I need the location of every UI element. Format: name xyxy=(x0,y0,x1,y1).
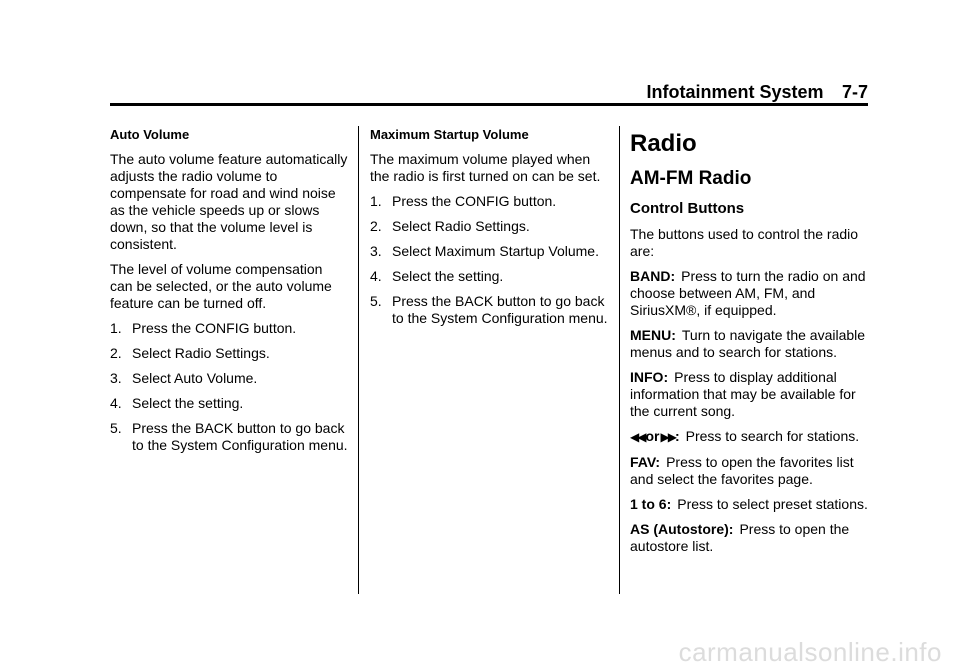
control-buttons-intro: The buttons used to control the radio are: xyxy=(630,226,859,259)
list-item xyxy=(370,243,608,260)
menu-term: MENU: xyxy=(630,327,676,343)
step-number: 5. xyxy=(110,420,122,436)
auto-volume-compensation-text: The level of volume compensation can be selected, or the auto volume feature can be turned off. xyxy=(110,261,332,311)
menu-item xyxy=(630,327,870,361)
watermark: carmanualsonline.info xyxy=(678,637,942,667)
step-text: Select Maximum Startup Volume. xyxy=(392,243,599,259)
step-text: Select Radio Settings. xyxy=(392,218,530,234)
seek-colon: : xyxy=(674,428,680,444)
info-term: INFO: xyxy=(630,369,669,385)
seek-back-icon: ◀◀ xyxy=(630,430,645,444)
column-divider-2 xyxy=(619,126,620,594)
page-header xyxy=(110,82,868,104)
seek-forward-icon: ▶▶ xyxy=(660,430,675,444)
band-item xyxy=(630,268,870,319)
step-number: 5. xyxy=(370,293,382,309)
step-text: Press the BACK button to go back to the System Configuration menu. xyxy=(132,420,348,453)
step-text: Press the CONFIG button. xyxy=(132,320,297,336)
step-number: 2. xyxy=(370,218,382,234)
step-text: Select Radio Settings. xyxy=(132,345,270,361)
step-text: Press the BACK button to go back to the System Configuration menu. xyxy=(392,293,608,326)
step-text: Select Auto Volume. xyxy=(132,370,258,386)
auto-volume-steps xyxy=(110,320,348,454)
column-divider-1 xyxy=(358,126,359,594)
control-buttons-heading: Control Buttons xyxy=(630,200,745,217)
step-text: Press the CONFIG button. xyxy=(392,193,557,209)
step-number: 2. xyxy=(110,345,122,361)
auto-volume-heading: Auto Volume xyxy=(110,127,190,142)
max-startup-volume-description: The maximum volume played when the radio is first turned on can be set. xyxy=(370,151,601,184)
step-number: 1. xyxy=(110,320,122,336)
info-item xyxy=(630,369,870,420)
list-item xyxy=(110,320,348,337)
column-max-startup-volume xyxy=(370,126,608,335)
header-divider xyxy=(110,103,868,106)
band-term: BAND: xyxy=(630,268,676,284)
max-startup-volume-heading: Maximum Startup Volume xyxy=(370,127,529,142)
radio-heading: Radio xyxy=(630,130,697,157)
page-number: 7-7 xyxy=(841,82,868,102)
list-item xyxy=(370,193,608,210)
autostore-item xyxy=(630,521,870,555)
step-number: 3. xyxy=(110,370,122,386)
step-text: Select the setting. xyxy=(392,268,504,284)
list-item xyxy=(110,345,348,362)
step-number: 3. xyxy=(370,243,382,259)
step-number: 1. xyxy=(370,193,382,209)
autostore-desc: Press to open the autostore list. xyxy=(630,521,850,554)
seek-desc: Press to search for stations. xyxy=(685,428,860,444)
am-fm-radio-heading: AM-FM Radio xyxy=(630,168,752,189)
presets-desc: Press to select preset stations. xyxy=(677,496,868,512)
presets-item xyxy=(630,496,870,513)
fav-term: FAV: xyxy=(630,454,661,470)
list-item xyxy=(370,268,608,285)
step-text: Select the setting. xyxy=(132,395,244,411)
list-item xyxy=(370,293,608,327)
section-title: Infotainment System xyxy=(646,82,824,102)
list-item xyxy=(370,218,608,235)
presets-term: 1 to 6: xyxy=(630,496,672,512)
list-item xyxy=(110,420,348,454)
fav-desc: Press to open the favorites list and select the favorites page. xyxy=(630,454,854,487)
autostore-term: AS (Autostore): xyxy=(630,521,734,537)
list-item xyxy=(110,395,348,412)
list-item xyxy=(110,370,348,387)
step-number: 4. xyxy=(370,268,382,284)
band-desc: Press to turn the radio on and choose between AM, FM, and SiriusXM®, if equipped. xyxy=(630,268,866,318)
column-radio xyxy=(630,126,870,563)
fav-item xyxy=(630,454,870,488)
menu-desc: Turn to navigate the available menus and to search for stations. xyxy=(630,327,866,360)
seek-item xyxy=(630,428,870,446)
auto-volume-description: The auto volume feature automatically adjusts the radio volume to compensate for road and wind noise as the vehicle speeds up or slows down, so that the volume level is consistent. xyxy=(110,151,348,252)
max-startup-volume-steps xyxy=(370,193,608,327)
step-number: 4. xyxy=(110,395,122,411)
column-auto-volume xyxy=(110,126,348,462)
info-desc: Press to display additional information that may be available for the current song. xyxy=(630,369,856,419)
seek-or-word: or xyxy=(645,428,660,444)
